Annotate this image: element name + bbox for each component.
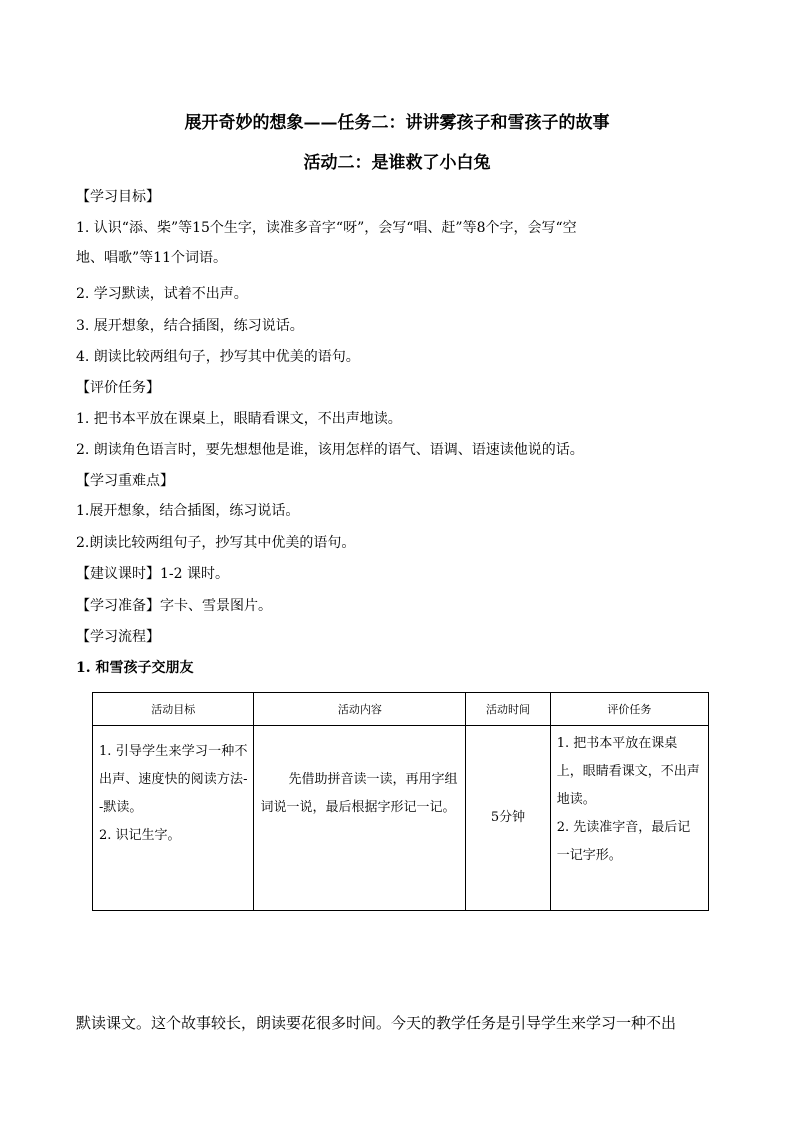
goal-line: 3. 展开想象，结合插图，练习说话。 [76,318,304,334]
section-heading-goals: 【学习目标】 [76,189,160,205]
section-heading-evaluation: 【评价任务】 [76,380,160,396]
goal-line: 地、唱歌”等11个词语。 [76,250,227,266]
goal-line: 1. 认识“添、柴”等15个生字，读准多音字“呀”，会写“唱、赶”等8个字，会写“空 [76,220,577,236]
preparation: 【学习准备】字卡、雪景图片。 [76,598,272,614]
key-point-line: 2.朗读比较两组句子，抄写其中优美的语句。 [76,535,356,551]
goal-line: 2. 学习默读，试着不出声。 [76,286,248,302]
cell-goal [93,726,254,911]
cell-content: 先借助拼音读一读，再用字组词说一说，最后根据字形记一记。 [254,726,466,911]
header-goal: 活动目标 [93,693,254,726]
header-time: 活动时间 [466,693,550,726]
evaluation-line: 1. 把书本平放在课桌上，眼睛看课文，不出声地读。 [76,411,402,427]
table-header-row [93,693,709,726]
step-heading: 1. 和雪孩子交朋友 [76,660,194,676]
body-paragraph: 默读课文。这个故事较长，朗读要花很多时间。今天的教学任务是引导学生来学习一种不出 [76,1014,677,1032]
activity-table [92,692,709,911]
goal-item: 1. 引导学生来学习一种不出声、速度快的阅读方法--默读。 [99,744,248,815]
section-heading-process: 【学习流程】 [76,629,160,645]
goal-line: 4. 朗读比较两组句子，抄写其中优美的语句。 [76,349,360,365]
document-title: 展开奇妙的想象——任务二：讲讲雾孩子和雪孩子的故事 [184,113,610,133]
evaluation-line: 2. 朗读角色语言时，要先想想他是谁，该用怎样的语气、语调、语速读他说的话。 [76,442,584,458]
table-row [93,726,709,911]
header-content: 活动内容 [254,693,466,726]
section-heading-key-points: 【学习重难点】 [76,473,174,489]
goal-item: 2. 识记生字。 [99,828,181,843]
cell-evaluation [550,726,708,911]
eval-item: 2. 先读准字音，最后记一记字形。 [556,820,691,863]
activity-subtitle: 活动二：是谁救了小白兔 [303,153,491,173]
cell-time: 5分钟 [466,726,550,911]
eval-item: 1. 把书本平放在课桌上，眼睛看课文，不出声地读。 [556,736,700,807]
key-point-line: 1.展开想象，结合插图，练习说话。 [76,503,300,519]
suggested-hours: 【建议课时】1-2 课时。 [76,566,229,582]
header-evaluation: 评价任务 [550,693,708,726]
